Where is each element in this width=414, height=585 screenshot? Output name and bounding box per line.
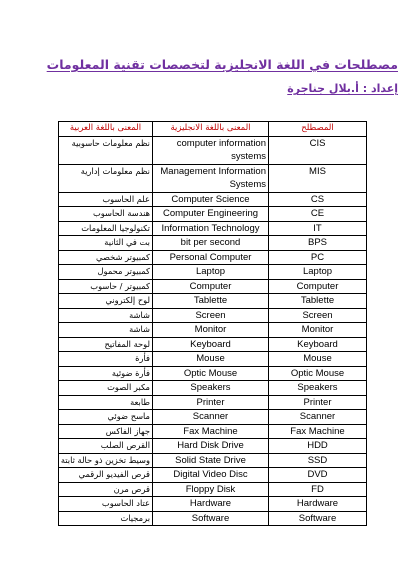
table-row [59,250,367,265]
table-row [59,265,367,280]
arabic-meaning-cell: كمبيوتر شخصي [59,250,153,265]
term-cell: Hardware [269,497,367,512]
english-meaning-cell: Screen [153,308,269,323]
term-cell: Mouse [269,352,367,367]
english-meaning-cell: Printer [153,395,269,410]
arabic-meaning-cell: جهاز الفاكس [59,424,153,439]
table-row [59,236,367,251]
arabic-meaning-cell: نظم معلومات حاسوبية [59,136,153,164]
english-meaning-cell: bit per second [153,236,269,251]
arabic-meaning-cell: تكنولوجيا المعلومات [59,221,153,236]
term-cell: Speakers [269,381,367,396]
term-cell: Monitor [269,323,367,338]
term-cell: Screen [269,308,367,323]
table-row [59,439,367,454]
english-meaning-cell: Management Information Systems [153,164,269,192]
english-meaning-cell: Digital Video Disc [153,468,269,483]
english-meaning-cell: Speakers [153,381,269,396]
term-cell: Keyboard [269,337,367,352]
arabic-meaning-cell: شاشة [59,308,153,323]
arabic-meaning-cell: قرص مرن [59,482,153,497]
table-row [59,323,367,338]
arabic-meaning-cell: كمبيوتر / حاسوب [59,279,153,294]
term-cell: CS [269,192,367,207]
term-cell: MIS [269,164,367,192]
term-cell: Software [269,511,367,526]
table-row [59,424,367,439]
table-row [59,410,367,425]
arabic-meaning-cell: مكبر الصوت [59,381,153,396]
arabic-meaning-cell: قرص الفيديو الرقمي [59,468,153,483]
arabic-meaning-cell: وسيط تخزين ذو حالة ثابتة [59,453,153,468]
term-cell: Laptop [269,265,367,280]
term-cell: BPS [269,236,367,251]
arabic-meaning-cell: كمبيوتر محمول [59,265,153,280]
english-meaning-cell: Laptop [153,265,269,280]
english-meaning-cell: Solid State Drive [153,453,269,468]
header-arabic-meaning: المعنى باللغة العربية [59,122,153,137]
author-line: إعداد : أ.بلال جناجرة [287,82,398,95]
arabic-meaning-cell: هندسة الحاسوب [59,207,153,222]
english-meaning-cell: Keyboard [153,337,269,352]
table-row [59,164,367,192]
table-row [59,294,367,309]
english-meaning-cell: Mouse [153,352,269,367]
term-cell: IT [269,221,367,236]
term-cell: CIS [269,136,367,164]
arabic-meaning-cell: ماسح ضوئي [59,410,153,425]
table-row [59,381,367,396]
english-meaning-cell: Tablette [153,294,269,309]
english-meaning-cell: Hardware [153,497,269,512]
term-cell: Printer [269,395,367,410]
arabic-meaning-cell: فأرة [59,352,153,367]
term-cell: FD [269,482,367,497]
english-meaning-cell: Information Technology [153,221,269,236]
english-meaning-cell: Personal Computer [153,250,269,265]
arabic-meaning-cell: شاشة [59,323,153,338]
table-row [59,511,367,526]
table-row [59,366,367,381]
term-cell: Optic Mouse [269,366,367,381]
table-row [59,352,367,367]
english-meaning-cell: Hard Disk Drive [153,439,269,454]
header-term: المصطلح [269,122,367,137]
table-header-row [59,122,367,137]
table-row [59,221,367,236]
table-row [59,468,367,483]
english-meaning-cell: Monitor [153,323,269,338]
arabic-meaning-cell: نظم معلومات إدارية [59,164,153,192]
term-cell: SSD [269,453,367,468]
english-meaning-cell: Fax Machine [153,424,269,439]
term-cell: CE [269,207,367,222]
table-row [59,192,367,207]
term-cell: Scanner [269,410,367,425]
table-row [59,453,367,468]
table-row [59,207,367,222]
term-cell: HDD [269,439,367,454]
english-meaning-cell: Computer [153,279,269,294]
table-row [59,308,367,323]
english-meaning-cell: Computer Engineering [153,207,269,222]
arabic-meaning-cell: عتاد الحاسوب [59,497,153,512]
document-title: مصطلحات في اللغة الانجليزية لتخصصات تقنية المعلومات [46,57,398,72]
table-row [59,136,367,164]
term-cell: DVD [269,468,367,483]
table-row [59,497,367,512]
term-cell: Fax Machine [269,424,367,439]
header-english-meaning: المعنى باللغة الانجليزية [153,122,269,137]
english-meaning-cell: Software [153,511,269,526]
terms-table [58,121,367,526]
english-meaning-cell: Floppy Disk [153,482,269,497]
arabic-meaning-cell: فأرة ضوئية [59,366,153,381]
arabic-meaning-cell: علم الحاسوب [59,192,153,207]
english-meaning-cell: Computer Science [153,192,269,207]
english-meaning-cell: Scanner [153,410,269,425]
table-row [59,482,367,497]
arabic-meaning-cell: طابعة [59,395,153,410]
arabic-meaning-cell: لوحة المفاتيح [59,337,153,352]
arabic-meaning-cell: القرص الصلب [59,439,153,454]
arabic-meaning-cell: برمجيات [59,511,153,526]
english-meaning-cell: computer information systems [153,136,269,164]
table-row [59,279,367,294]
term-cell: PC [269,250,367,265]
table-row [59,395,367,410]
arabic-meaning-cell: بت في الثانية [59,236,153,251]
table-row [59,337,367,352]
term-cell: Tablette [269,294,367,309]
term-cell: Computer [269,279,367,294]
english-meaning-cell: Optic Mouse [153,366,269,381]
arabic-meaning-cell: لوح إلكتروني [59,294,153,309]
